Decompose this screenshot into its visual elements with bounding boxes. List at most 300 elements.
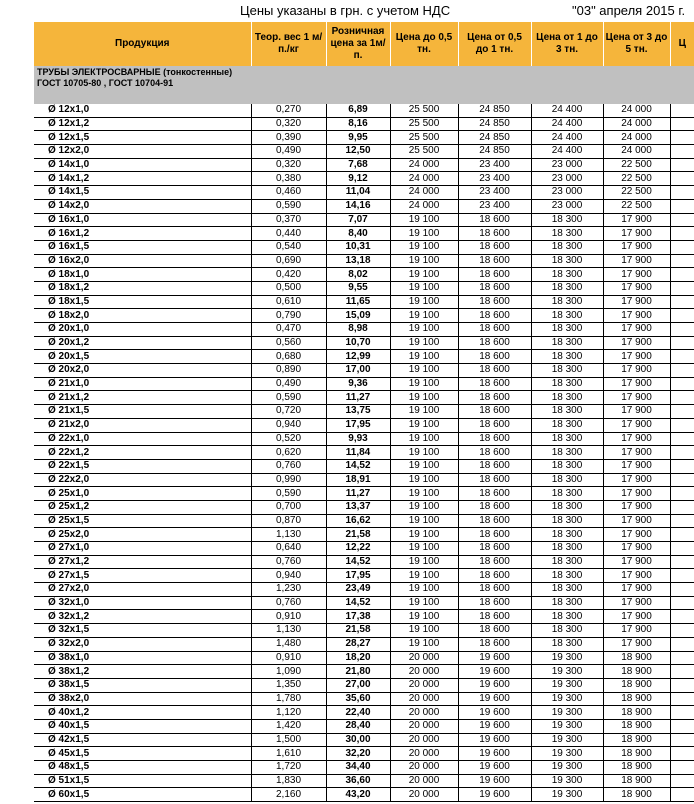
weight-value: 1,480 xyxy=(251,637,326,651)
weight-value: 1,090 xyxy=(251,665,326,679)
price-3-to-5-ton: 17 900 xyxy=(603,555,670,569)
retail-price: 9,36 xyxy=(326,377,390,391)
price-1-to-3-ton: 18 300 xyxy=(531,364,603,378)
retail-price: 12,50 xyxy=(326,145,390,159)
table-row xyxy=(34,350,694,364)
price-1-to-3-ton: 18 300 xyxy=(531,432,603,446)
price-3-to-5-ton: 17 900 xyxy=(603,500,670,514)
product-name: Ø 40х1,5 xyxy=(34,719,251,733)
price-under-half-ton: 19 100 xyxy=(390,473,458,487)
price-half-to-1-ton: 18 600 xyxy=(458,446,531,460)
table-row xyxy=(34,637,694,651)
table-row xyxy=(34,240,694,254)
price-half-to-1-ton: 18 600 xyxy=(458,610,531,624)
price-3-to-5-ton: 17 900 xyxy=(603,227,670,241)
product-name: Ø 20х2,0 xyxy=(34,364,251,378)
weight-value: 1,780 xyxy=(251,692,326,706)
price-cut-cell xyxy=(670,583,694,597)
product-name: Ø 16х2,0 xyxy=(34,254,251,268)
price-half-to-1-ton: 19 600 xyxy=(458,747,531,761)
retail-price: 30,00 xyxy=(326,733,390,747)
weight-value: 0,420 xyxy=(251,268,326,282)
price-cut-cell xyxy=(670,268,694,282)
price-under-half-ton: 19 100 xyxy=(390,350,458,364)
price-half-to-1-ton: 19 600 xyxy=(458,733,531,747)
price-cut-cell xyxy=(670,364,694,378)
table-row xyxy=(34,323,694,337)
price-under-half-ton: 20 000 xyxy=(390,747,458,761)
weight-value: 1,830 xyxy=(251,774,326,788)
price-cut-cell xyxy=(670,459,694,473)
price-half-to-1-ton: 18 600 xyxy=(458,364,531,378)
retail-price: 9,12 xyxy=(326,172,390,186)
weight-value: 0,870 xyxy=(251,514,326,528)
price-under-half-ton: 19 100 xyxy=(390,528,458,542)
table-row xyxy=(34,364,694,378)
weight-value: 1,130 xyxy=(251,528,326,542)
product-name: Ø 40х1,2 xyxy=(34,706,251,720)
weight-value: 1,610 xyxy=(251,747,326,761)
price-1-to-3-ton: 18 300 xyxy=(531,555,603,569)
section-row xyxy=(34,66,694,104)
price-1-to-3-ton: 19 300 xyxy=(531,692,603,706)
table-row xyxy=(34,487,694,501)
price-3-to-5-ton: 24 000 xyxy=(603,104,670,117)
table-body xyxy=(34,66,694,802)
price-under-half-ton: 19 100 xyxy=(390,268,458,282)
retail-price: 13,37 xyxy=(326,500,390,514)
price-3-to-5-ton: 17 900 xyxy=(603,323,670,337)
price-1-to-3-ton: 18 300 xyxy=(531,610,603,624)
price-cut-cell xyxy=(670,227,694,241)
table-row xyxy=(34,186,694,200)
weight-value: 0,440 xyxy=(251,227,326,241)
price-3-to-5-ton: 17 900 xyxy=(603,309,670,323)
weight-value: 0,460 xyxy=(251,186,326,200)
price-1-to-3-ton: 18 300 xyxy=(531,528,603,542)
price-half-to-1-ton: 18 600 xyxy=(458,500,531,514)
price-3-to-5-ton: 17 900 xyxy=(603,364,670,378)
product-name: Ø 21х2,0 xyxy=(34,418,251,432)
price-1-to-3-ton: 18 300 xyxy=(531,391,603,405)
table-row xyxy=(34,596,694,610)
weight-value: 0,910 xyxy=(251,610,326,624)
price-under-half-ton: 20 000 xyxy=(390,692,458,706)
header-price-1-to-3-ton: Цена от 1 до 3 тн. xyxy=(531,22,603,66)
product-name: Ø 48х1,5 xyxy=(34,761,251,775)
weight-value: 2,160 xyxy=(251,788,326,802)
retail-price: 11,04 xyxy=(326,186,390,200)
product-name: Ø 38х2,0 xyxy=(34,692,251,706)
table-row xyxy=(34,733,694,747)
header-product: Продукция xyxy=(34,22,251,66)
price-1-to-3-ton: 24 400 xyxy=(531,117,603,131)
price-1-to-3-ton: 18 300 xyxy=(531,473,603,487)
price-half-to-1-ton: 18 600 xyxy=(458,624,531,638)
price-cut-cell xyxy=(670,555,694,569)
table-row xyxy=(34,459,694,473)
weight-value: 0,760 xyxy=(251,459,326,473)
price-1-to-3-ton: 18 300 xyxy=(531,336,603,350)
table-row xyxy=(34,254,694,268)
price-half-to-1-ton: 18 600 xyxy=(458,227,531,241)
price-1-to-3-ton: 18 300 xyxy=(531,377,603,391)
retail-price: 15,09 xyxy=(326,309,390,323)
table-row xyxy=(34,158,694,172)
price-3-to-5-ton: 17 900 xyxy=(603,528,670,542)
price-1-to-3-ton: 19 300 xyxy=(531,774,603,788)
price-half-to-1-ton: 18 600 xyxy=(458,459,531,473)
price-1-to-3-ton: 18 300 xyxy=(531,295,603,309)
price-half-to-1-ton: 18 600 xyxy=(458,514,531,528)
price-under-half-ton: 20 000 xyxy=(390,761,458,775)
price-half-to-1-ton: 18 600 xyxy=(458,350,531,364)
retail-price: 18,20 xyxy=(326,651,390,665)
retail-price: 11,27 xyxy=(326,487,390,501)
weight-value: 0,470 xyxy=(251,323,326,337)
price-half-to-1-ton: 18 600 xyxy=(458,432,531,446)
price-3-to-5-ton: 17 900 xyxy=(603,295,670,309)
price-3-to-5-ton: 17 900 xyxy=(603,487,670,501)
product-name: Ø 51х1,5 xyxy=(34,774,251,788)
price-cut-cell xyxy=(670,651,694,665)
weight-value: 0,720 xyxy=(251,405,326,419)
price-cut-cell xyxy=(670,637,694,651)
product-name: Ø 60х1,5 xyxy=(34,788,251,802)
product-name: Ø 27х1,0 xyxy=(34,542,251,556)
retail-price: 6,89 xyxy=(326,104,390,117)
price-1-to-3-ton: 18 300 xyxy=(531,596,603,610)
weight-value: 0,590 xyxy=(251,199,326,213)
weight-value: 0,910 xyxy=(251,651,326,665)
product-name: Ø 32х1,2 xyxy=(34,610,251,624)
price-cut-cell xyxy=(670,254,694,268)
price-under-half-ton: 25 500 xyxy=(390,131,458,145)
price-half-to-1-ton: 18 600 xyxy=(458,323,531,337)
product-name: Ø 20х1,2 xyxy=(34,336,251,350)
price-cut-cell xyxy=(670,774,694,788)
price-1-to-3-ton: 19 300 xyxy=(531,678,603,692)
price-half-to-1-ton: 23 400 xyxy=(458,172,531,186)
price-3-to-5-ton: 17 900 xyxy=(603,391,670,405)
price-cut-cell xyxy=(670,719,694,733)
price-cut-cell xyxy=(670,391,694,405)
price-under-half-ton: 19 100 xyxy=(390,309,458,323)
price-under-half-ton: 19 100 xyxy=(390,446,458,460)
product-name: Ø 25х1,0 xyxy=(34,487,251,501)
price-1-to-3-ton: 19 300 xyxy=(531,665,603,679)
header-price-half-to-1-ton: Цена от 0,5 до 1 тн. xyxy=(458,22,531,66)
price-cut-cell xyxy=(670,336,694,350)
weight-value: 0,640 xyxy=(251,542,326,556)
table-row xyxy=(34,610,694,624)
product-name: Ø 12х2,0 xyxy=(34,145,251,159)
table-row xyxy=(34,268,694,282)
price-half-to-1-ton: 18 600 xyxy=(458,213,531,227)
retail-price: 34,40 xyxy=(326,761,390,775)
price-under-half-ton: 19 100 xyxy=(390,377,458,391)
price-1-to-3-ton: 18 300 xyxy=(531,254,603,268)
price-3-to-5-ton: 18 900 xyxy=(603,733,670,747)
price-under-half-ton: 19 100 xyxy=(390,500,458,514)
price-under-half-ton: 19 100 xyxy=(390,583,458,597)
price-under-half-ton: 24 000 xyxy=(390,199,458,213)
product-name: Ø 12х1,5 xyxy=(34,131,251,145)
weight-value: 0,320 xyxy=(251,117,326,131)
price-1-to-3-ton: 18 300 xyxy=(531,500,603,514)
weight-value: 0,370 xyxy=(251,213,326,227)
table-row xyxy=(34,500,694,514)
retail-price: 28,40 xyxy=(326,719,390,733)
price-under-half-ton: 19 100 xyxy=(390,213,458,227)
price-under-half-ton: 19 100 xyxy=(390,254,458,268)
header-price-cut: Ц xyxy=(670,22,694,66)
table-row xyxy=(34,391,694,405)
price-cut-cell xyxy=(670,145,694,159)
price-cut-cell xyxy=(670,199,694,213)
product-name: Ø 20х1,0 xyxy=(34,323,251,337)
price-3-to-5-ton: 17 900 xyxy=(603,473,670,487)
retail-price: 36,60 xyxy=(326,774,390,788)
product-name: Ø 27х1,5 xyxy=(34,569,251,583)
weight-value: 0,940 xyxy=(251,418,326,432)
price-3-to-5-ton: 17 900 xyxy=(603,268,670,282)
product-name: Ø 32х1,0 xyxy=(34,596,251,610)
table-row xyxy=(34,473,694,487)
price-1-to-3-ton: 18 300 xyxy=(531,323,603,337)
weight-value: 0,760 xyxy=(251,555,326,569)
price-1-to-3-ton: 23 000 xyxy=(531,172,603,186)
product-name: Ø 42х1,5 xyxy=(34,733,251,747)
price-under-half-ton: 19 100 xyxy=(390,323,458,337)
price-1-to-3-ton: 18 300 xyxy=(531,487,603,501)
price-3-to-5-ton: 17 900 xyxy=(603,583,670,597)
retail-price: 43,20 xyxy=(326,788,390,802)
price-1-to-3-ton: 19 300 xyxy=(531,719,603,733)
weight-value: 0,590 xyxy=(251,391,326,405)
weight-value: 0,890 xyxy=(251,364,326,378)
product-name: Ø 22х2,0 xyxy=(34,473,251,487)
price-under-half-ton: 20 000 xyxy=(390,788,458,802)
table-row xyxy=(34,692,694,706)
price-3-to-5-ton: 17 900 xyxy=(603,377,670,391)
retail-price: 10,70 xyxy=(326,336,390,350)
weight-value: 0,540 xyxy=(251,240,326,254)
price-under-half-ton: 20 000 xyxy=(390,651,458,665)
weight-value: 0,680 xyxy=(251,350,326,364)
retail-price: 21,80 xyxy=(326,665,390,679)
price-3-to-5-ton: 17 900 xyxy=(603,569,670,583)
price-1-to-3-ton: 19 300 xyxy=(531,651,603,665)
product-name: Ø 12х1,0 xyxy=(34,104,251,117)
product-name: Ø 12х1,2 xyxy=(34,117,251,131)
price-cut-cell xyxy=(670,747,694,761)
price-cut-cell xyxy=(670,542,694,556)
weight-value: 0,760 xyxy=(251,596,326,610)
product-name: Ø 27х2,0 xyxy=(34,583,251,597)
price-under-half-ton: 19 100 xyxy=(390,364,458,378)
price-cut-cell xyxy=(670,446,694,460)
price-1-to-3-ton: 18 300 xyxy=(531,637,603,651)
price-half-to-1-ton: 18 600 xyxy=(458,596,531,610)
price-half-to-1-ton: 18 600 xyxy=(458,487,531,501)
price-under-half-ton: 20 000 xyxy=(390,774,458,788)
price-1-to-3-ton: 23 000 xyxy=(531,158,603,172)
product-name: Ø 25х2,0 xyxy=(34,528,251,542)
table-row xyxy=(34,665,694,679)
price-1-to-3-ton: 18 300 xyxy=(531,459,603,473)
price-3-to-5-ton: 17 900 xyxy=(603,596,670,610)
table-row xyxy=(34,569,694,583)
price-3-to-5-ton: 18 900 xyxy=(603,692,670,706)
table-row xyxy=(34,624,694,638)
price-half-to-1-ton: 18 600 xyxy=(458,268,531,282)
price-cut-cell xyxy=(670,788,694,802)
retail-price: 17,95 xyxy=(326,569,390,583)
price-half-to-1-ton: 24 850 xyxy=(458,104,531,117)
product-name: Ø 14х1,5 xyxy=(34,186,251,200)
product-name: Ø 25х1,5 xyxy=(34,514,251,528)
weight-value: 0,560 xyxy=(251,336,326,350)
price-3-to-5-ton: 17 900 xyxy=(603,418,670,432)
price-half-to-1-ton: 18 600 xyxy=(458,637,531,651)
table-row xyxy=(34,788,694,802)
price-cut-cell xyxy=(670,309,694,323)
weight-value: 1,230 xyxy=(251,583,326,597)
price-under-half-ton: 20 000 xyxy=(390,678,458,692)
price-cut-cell xyxy=(670,528,694,542)
price-1-to-3-ton: 18 300 xyxy=(531,514,603,528)
price-half-to-1-ton: 18 600 xyxy=(458,295,531,309)
price-1-to-3-ton: 18 300 xyxy=(531,405,603,419)
price-under-half-ton: 19 100 xyxy=(390,624,458,638)
retail-price: 17,00 xyxy=(326,364,390,378)
header-price-under-half-ton: Цена до 0,5 тн. xyxy=(390,22,458,66)
price-under-half-ton: 25 500 xyxy=(390,145,458,159)
price-3-to-5-ton: 22 500 xyxy=(603,158,670,172)
price-3-to-5-ton: 17 900 xyxy=(603,405,670,419)
price-3-to-5-ton: 18 900 xyxy=(603,761,670,775)
weight-value: 0,700 xyxy=(251,500,326,514)
retail-price: 14,52 xyxy=(326,555,390,569)
product-name: Ø 27х1,2 xyxy=(34,555,251,569)
retail-price: 18,91 xyxy=(326,473,390,487)
price-cut-cell xyxy=(670,733,694,747)
price-under-half-ton: 19 100 xyxy=(390,405,458,419)
price-under-half-ton: 19 100 xyxy=(390,240,458,254)
retail-price: 7,68 xyxy=(326,158,390,172)
price-half-to-1-ton: 23 400 xyxy=(458,186,531,200)
price-half-to-1-ton: 19 600 xyxy=(458,774,531,788)
product-name: Ø 38х1,2 xyxy=(34,665,251,679)
price-half-to-1-ton: 19 600 xyxy=(458,665,531,679)
price-3-to-5-ton: 18 900 xyxy=(603,747,670,761)
table-row xyxy=(34,514,694,528)
price-3-to-5-ton: 17 900 xyxy=(603,336,670,350)
weight-value: 0,620 xyxy=(251,446,326,460)
retail-price: 17,38 xyxy=(326,610,390,624)
price-1-to-3-ton: 19 300 xyxy=(531,747,603,761)
price-3-to-5-ton: 17 900 xyxy=(603,637,670,651)
header-weight: Теор. вес 1 м/п./кг xyxy=(251,22,326,66)
price-half-to-1-ton: 19 600 xyxy=(458,761,531,775)
top-line xyxy=(0,3,684,21)
retail-price: 21,58 xyxy=(326,624,390,638)
table-row xyxy=(34,295,694,309)
weight-value: 0,270 xyxy=(251,104,326,117)
product-name: Ø 20х1,5 xyxy=(34,350,251,364)
price-1-to-3-ton: 23 000 xyxy=(531,186,603,200)
table-row xyxy=(34,432,694,446)
table-row xyxy=(34,761,694,775)
table-row xyxy=(34,213,694,227)
price-cut-cell xyxy=(670,665,694,679)
price-3-to-5-ton: 24 000 xyxy=(603,131,670,145)
table-row xyxy=(34,336,694,350)
price-half-to-1-ton: 18 600 xyxy=(458,336,531,350)
price-1-to-3-ton: 18 300 xyxy=(531,583,603,597)
price-cut-cell xyxy=(670,610,694,624)
price-cut-cell xyxy=(670,678,694,692)
price-3-to-5-ton: 17 900 xyxy=(603,350,670,364)
product-name: Ø 18х1,5 xyxy=(34,295,251,309)
table-row xyxy=(34,104,694,117)
price-3-to-5-ton: 18 900 xyxy=(603,706,670,720)
price-under-half-ton: 24 000 xyxy=(390,158,458,172)
price-cut-cell xyxy=(670,500,694,514)
weight-value: 0,690 xyxy=(251,254,326,268)
weight-value: 0,940 xyxy=(251,569,326,583)
table-row xyxy=(34,542,694,556)
retail-price: 13,18 xyxy=(326,254,390,268)
table-header xyxy=(34,22,694,66)
retail-price: 28,27 xyxy=(326,637,390,651)
table-row xyxy=(34,281,694,295)
price-3-to-5-ton: 22 500 xyxy=(603,172,670,186)
price-cut-cell xyxy=(670,473,694,487)
price-3-to-5-ton: 18 900 xyxy=(603,788,670,802)
retail-price: 8,40 xyxy=(326,227,390,241)
table-row xyxy=(34,774,694,788)
price-1-to-3-ton: 24 400 xyxy=(531,145,603,159)
price-cut-cell xyxy=(670,432,694,446)
retail-price: 14,52 xyxy=(326,459,390,473)
table-row xyxy=(34,678,694,692)
price-under-half-ton: 19 100 xyxy=(390,596,458,610)
product-name: Ø 16х1,5 xyxy=(34,240,251,254)
price-half-to-1-ton: 18 600 xyxy=(458,583,531,597)
price-cut-cell xyxy=(670,295,694,309)
weight-value: 0,490 xyxy=(251,145,326,159)
price-1-to-3-ton: 18 300 xyxy=(531,624,603,638)
price-half-to-1-ton: 18 600 xyxy=(458,405,531,419)
retail-price: 7,07 xyxy=(326,213,390,227)
price-cut-cell xyxy=(670,186,694,200)
price-under-half-ton: 19 100 xyxy=(390,281,458,295)
price-half-to-1-ton: 18 600 xyxy=(458,309,531,323)
price-half-to-1-ton: 23 400 xyxy=(458,158,531,172)
price-cut-cell xyxy=(670,761,694,775)
weight-value: 0,500 xyxy=(251,281,326,295)
price-under-half-ton: 19 100 xyxy=(390,227,458,241)
price-under-half-ton: 19 100 xyxy=(390,391,458,405)
product-name: Ø 22х1,2 xyxy=(34,446,251,460)
price-under-half-ton: 24 000 xyxy=(390,186,458,200)
weight-value: 1,130 xyxy=(251,624,326,638)
price-under-half-ton: 24 000 xyxy=(390,172,458,186)
price-1-to-3-ton: 18 300 xyxy=(531,309,603,323)
table-row xyxy=(34,145,694,159)
